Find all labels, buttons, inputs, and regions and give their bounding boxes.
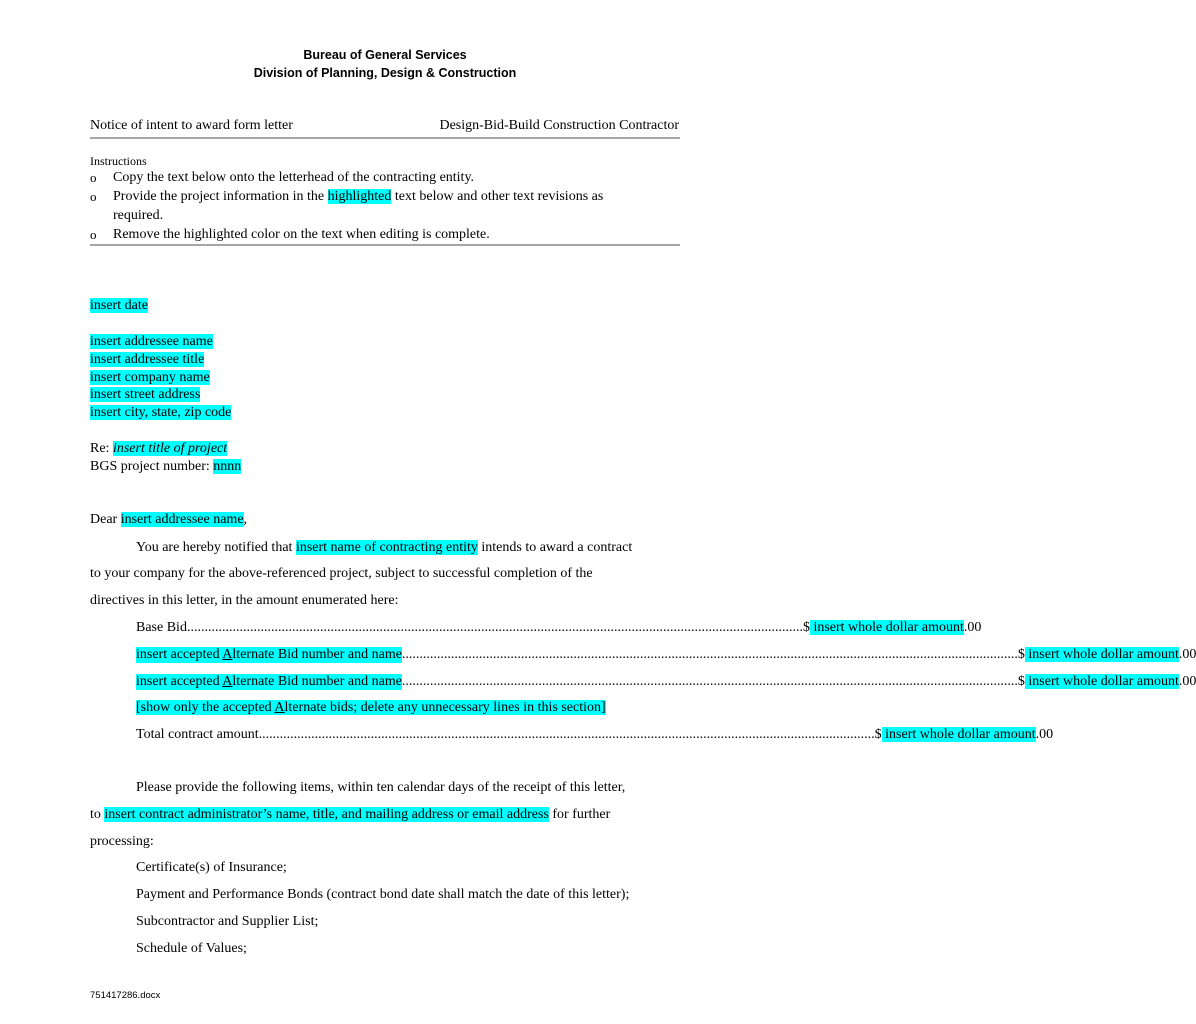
re-line: Re: insert title of project xyxy=(90,441,228,456)
bgs-project-number: BGS project number: nnnn xyxy=(90,459,242,474)
paragraph-line: to insert contract administrator’s name, title, and mailing address or email address for further xyxy=(90,807,611,822)
instruction-item: Provide the project information in the highlighted text below and other text revisions as xyxy=(113,189,604,204)
base-bid-line: Base Bid ................................................................................................................................................................................ $ insert whole dollar amount.00 xyxy=(136,620,982,635)
required-item: Schedule of Values; xyxy=(136,941,247,956)
project-title-placeholder: insert title of project xyxy=(112,441,228,456)
instructions-heading: Instructions xyxy=(90,154,147,168)
address-line: insert addressee name xyxy=(90,334,213,349)
salutation: Dear insert addressee name, xyxy=(90,512,248,527)
footer-filename: 751417286.docx xyxy=(90,990,161,1001)
required-item: Subcontractor and Supplier List; xyxy=(136,914,319,929)
contract-administrator-placeholder: insert contract administrator’s name, title, and mailing address or email address xyxy=(104,807,549,822)
address-line: insert city, state, zip code xyxy=(90,405,232,420)
division-heading: Division of Planning, Design & Construction xyxy=(253,66,517,80)
form-category: Design-Bid-Build Construction Contractor xyxy=(439,118,679,133)
instructions-rule xyxy=(90,244,680,246)
title-rule xyxy=(90,137,680,139)
address-line: insert street address xyxy=(90,387,201,402)
total-contract-line: Total contract amount ................................................................................................................................................................................ $ insert whole dollar amount.00 xyxy=(136,727,1054,742)
alternate-bid-line: insert accepted Alternate Bid number and name ................................................................................................................................................................................ $ insert whole dollar amount.00 xyxy=(136,674,1196,689)
bullet-icon: o xyxy=(90,189,97,204)
paragraph-line: directives in this letter, in the amount enumerated here: xyxy=(90,593,399,608)
address-line: insert company name xyxy=(90,370,210,385)
instruction-item: Copy the text below onto the letterhead of the contracting entity. xyxy=(113,170,475,185)
paragraph-line: Please provide the following items, within ten calendar days of the receipt of this letter, xyxy=(136,780,626,795)
paragraph-line: to your company for the above-referenced project, subject to successful completion of the xyxy=(90,566,593,581)
letter-date: insert date xyxy=(90,298,148,313)
paragraph-line: You are hereby notified that insert name of contracting entity intends to award a contract xyxy=(136,540,633,555)
bullet-icon: o xyxy=(90,170,97,185)
required-item: Payment and Performance Bonds (contract bond date shall match the date of this letter); xyxy=(136,887,630,902)
highlighted-word: highlighted xyxy=(327,189,392,204)
address-line: insert addressee title xyxy=(90,352,205,367)
alternate-bids-note: [show only the accepted Alternate bids; delete any unnecessary lines in this section] xyxy=(136,700,606,715)
bureau-heading: Bureau of General Services xyxy=(303,48,467,62)
instruction-item: Remove the highlighted color on the text when editing is complete. xyxy=(113,227,490,242)
paragraph-line: processing: xyxy=(90,834,154,849)
required-item: Certificate(s) of Insurance; xyxy=(136,860,287,875)
form-title: Notice of intent to award form letter xyxy=(90,118,293,133)
alternate-bid-line: insert accepted Alternate Bid number and name ................................................................................................................................................................................ $ insert whole dollar amount.00 xyxy=(136,647,1196,662)
contracting-entity-placeholder: insert name of contracting entity xyxy=(295,540,478,555)
bullet-icon: o xyxy=(90,227,97,242)
instruction-item-continued: required. xyxy=(113,208,164,223)
